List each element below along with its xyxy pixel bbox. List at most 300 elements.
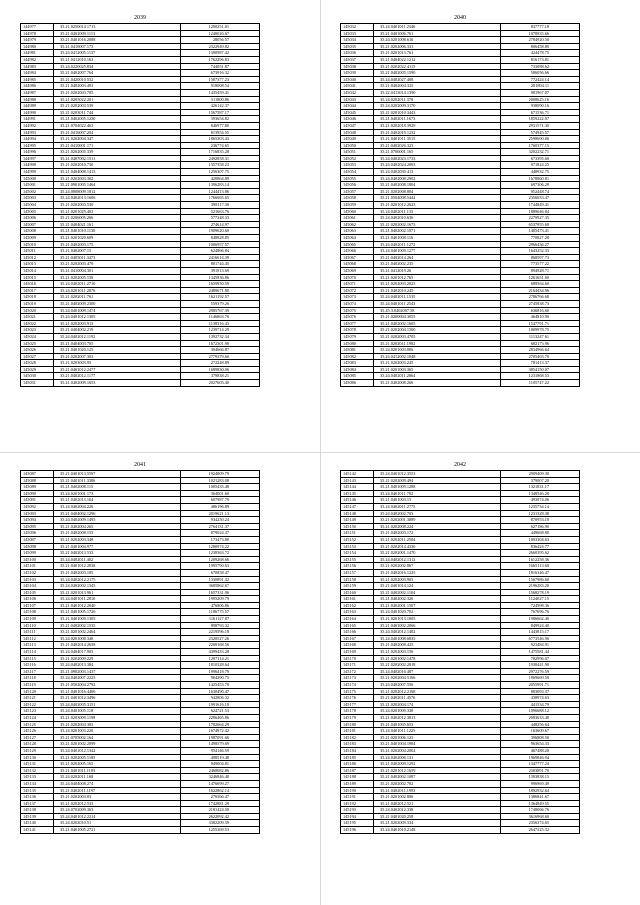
amount-cell: 782996.07 (501, 655, 580, 662)
amount-cell: 1996418.79 (181, 668, 260, 675)
row-id-cell: 145028 (21, 360, 54, 367)
row-id-cell: 145100 (21, 556, 54, 563)
row-id-cell: 145149 (341, 517, 374, 524)
row-id-cell: 145135 (21, 787, 54, 794)
amount-cell: 898793.32 (181, 622, 260, 629)
amount-cell: 2598690.06 (501, 136, 580, 143)
row-id-cell: 145154 (341, 550, 374, 557)
amount-cell: 963654.33 (501, 741, 580, 748)
table-row (341, 353, 580, 360)
amount-cell: 1859222.07 (501, 116, 580, 123)
amount-cell: 1969669.50 (501, 675, 580, 682)
account-code-cell: 35.21.0401013.5597 (54, 471, 181, 478)
row-id-cell: 145098 (21, 543, 54, 550)
account-code-cell: 35.24.0402011.1535 (374, 294, 501, 301)
table-row (21, 813, 260, 820)
row-id-cell: 145167 (341, 635, 374, 642)
account-code-cell: 35.21.0405011.3473 (54, 254, 181, 261)
account-code-cell: 35.21.0402002.1605 (374, 320, 501, 327)
amount-cell: 448256.64 (501, 721, 580, 728)
table-row (341, 43, 580, 50)
row-id-cell: 144994 (21, 136, 54, 143)
amount-cell: 574945.57 (501, 129, 580, 136)
account-code-cell: 35.21.0412010.163 (54, 56, 181, 63)
row-id-cell: 145118 (21, 675, 54, 682)
account-code-cell: 35.24.0402027.408 (374, 76, 501, 83)
amount-cell: 2208168.56 (181, 642, 260, 649)
table-row (21, 37, 260, 44)
table-row (341, 162, 580, 169)
amount-cell: 673395.60 (501, 155, 580, 162)
table-row (21, 182, 260, 189)
amount-cell: 3246846.40 (181, 774, 260, 781)
table-row (21, 96, 260, 103)
row-id-cell: 145010 (21, 241, 54, 248)
amount-cell: 163609.67 (501, 728, 580, 735)
row-id-cell: 145112 (21, 635, 54, 642)
account-code-cell: 35.21.0402003.175 (54, 241, 181, 248)
row-id-cell: 144982 (21, 56, 54, 63)
table-row (21, 517, 260, 524)
account-code-cell: 35.21.0404002.219 (54, 327, 181, 334)
table-row (21, 320, 260, 327)
table-row (21, 155, 260, 162)
table-row (21, 300, 260, 307)
amount-cell: 1995790.63 (181, 563, 260, 570)
table-row (21, 353, 260, 360)
row-id-cell: 144990 (21, 109, 54, 116)
amount-cell: 6773546.90 (501, 635, 580, 642)
amount-cell: 486196.89 (181, 503, 260, 510)
account-code-cell: 35.21.0202009.229 (54, 655, 181, 662)
account-code-cell: 35.21.0402008.266 (374, 380, 501, 387)
document-page (340, 461, 580, 834)
table-row (21, 142, 260, 149)
row-id-cell: 145080 (341, 340, 374, 347)
amount-cell: 624866.84 (181, 248, 260, 255)
row-id-cell: 145037 (341, 56, 374, 63)
table-row (341, 642, 580, 649)
table-row (341, 767, 580, 774)
amount-cell: 1612258.36 (501, 556, 580, 563)
account-code-cell: 35.21.0401002.2066 (374, 622, 501, 629)
row-id-cell: 145126 (21, 728, 54, 735)
row-id-cell: 145061 (341, 215, 374, 222)
account-code-cell: 35.24.0202009.3170 (374, 103, 501, 110)
table-row (21, 471, 260, 478)
table-row (341, 484, 580, 491)
account-code-cell: 35.21.0202003.479 (54, 261, 181, 268)
amount-cell: 894928.71 (501, 267, 580, 274)
row-id-cell: 144989 (21, 103, 54, 110)
table-row (341, 347, 580, 354)
amount-cell: 2303891.70 (501, 767, 580, 774)
row-id-cell: 145111 (21, 629, 54, 636)
table-row (341, 635, 580, 642)
row-id-cell: 145038 (341, 63, 374, 70)
account-code-cell: 35.21.0202002.867 (374, 563, 501, 570)
page-divider-horizontal (0, 452, 640, 453)
amount-cell: 938090.16 (501, 103, 580, 110)
row-id-cell: 145147 (341, 503, 374, 510)
amount-cell: 607987.79 (181, 497, 260, 504)
amount-cell: 559379.26 (181, 300, 260, 307)
row-id-cell: 145140 (21, 820, 54, 827)
page-title: 2041 (134, 462, 146, 468)
account-code-cell: 35.21.0202002.2818 (374, 662, 501, 669)
row-id-cell: 145085 (341, 373, 374, 380)
account-code-cell: 35.21.0201013.761 (374, 50, 501, 57)
amount-cell: 1348546.20 (501, 490, 580, 497)
amount-cell: 1138316.43 (181, 320, 260, 327)
table-row (21, 228, 260, 235)
table-row (341, 274, 580, 281)
row-id-cell: 145162 (341, 602, 374, 609)
account-code-cell: 35.21.0402008.425 (374, 642, 501, 649)
account-code-cell: 35.21.0504008.5442 (374, 195, 501, 202)
account-code-cell: 35.21.0202018.3929 (374, 122, 501, 129)
row-id-cell: 145017 (21, 287, 54, 294)
row-id-cell: 145030 (21, 373, 54, 380)
amount-cell: 806458.80 (501, 43, 580, 50)
account-code-cell: 35.24.0201008.348 (54, 635, 181, 642)
row-id-cell: 145194 (341, 813, 374, 820)
row-id-cell: 145088 (21, 477, 54, 484)
account-code-cell: 35.21.0202009.334 (374, 820, 501, 827)
amount-cell: 379838.21 (181, 373, 260, 380)
table-row (341, 820, 580, 827)
row-id-cell: 145179 (341, 714, 374, 721)
table-row (341, 807, 580, 814)
table-row (341, 682, 580, 689)
row-id-cell: 145055 (341, 175, 374, 182)
account-code-cell: 35.21.0901005.1464 (54, 182, 181, 189)
row-id-cell: 145148 (341, 510, 374, 517)
amount-cell: 2779379.60 (181, 353, 260, 360)
table-row (341, 254, 580, 261)
account-code-cell: 35.21.0402012.521 (374, 800, 501, 807)
amount-cell: 1622862.14 (181, 787, 260, 794)
amount-cell: 1113247.61 (501, 333, 580, 340)
row-id-cell: 145101 (21, 563, 54, 570)
table-row (341, 714, 580, 721)
account-code-cell: 35.21.0401012.2838 (54, 563, 181, 570)
row-id-cell: 145155 (341, 556, 374, 563)
row-id-cell: 145116 (21, 662, 54, 669)
amount-cell: 1003304.63 (501, 536, 580, 543)
table-row (341, 373, 580, 380)
table-row (341, 129, 580, 136)
amount-cell: 724998.36 (501, 602, 580, 609)
account-code-cell: 35.24.0201003.220 (54, 728, 181, 735)
account-code-cell: 35.21.0201012.765 (374, 274, 501, 281)
amount-cell: 954146.59 (181, 747, 260, 754)
account-code-cell: 35.21.0402011.1993 (374, 787, 501, 794)
table-row (341, 195, 580, 202)
row-id-cell: 144983 (21, 63, 54, 70)
row-id-cell: 144993 (21, 129, 54, 136)
row-id-cell: 145105 (21, 589, 54, 596)
table-row (341, 122, 580, 129)
table-row (21, 347, 260, 354)
table-row (21, 655, 260, 662)
amount-cell: 398117.30 (181, 202, 260, 209)
row-id-cell: 145145 (341, 490, 374, 497)
amount-cell: 1643252.33 (501, 248, 580, 255)
row-id-cell: 145071 (341, 281, 374, 288)
account-code-cell: 35.24.0402011.2775 (374, 503, 501, 510)
row-id-cell: 145128 (21, 741, 54, 748)
page-title: 2039 (134, 15, 146, 21)
page-title: 2042 (454, 462, 466, 468)
table-row (21, 649, 260, 656)
row-id-cell: 145151 (341, 530, 374, 537)
account-code-cell: 35.24.0402012.2175 (54, 576, 181, 583)
table-row (21, 366, 260, 373)
account-code-cell: 35.21.0201013.961 (54, 589, 181, 596)
table-row (341, 576, 580, 583)
account-code-cell: 35.21.0202001.3889 (374, 517, 501, 524)
amount-cell: 1364849.55 (501, 800, 580, 807)
row-id-cell: 145191 (341, 794, 374, 801)
account-code-cell: 35.21.0401011.1183 (54, 767, 181, 774)
amount-cell: 624721.53 (181, 708, 260, 715)
amount-cell: 4399433.28 (181, 649, 260, 656)
row-id-cell: 145181 (341, 728, 374, 735)
account-code-cell: 35.21.0202004.2002 (374, 747, 501, 754)
row-id-cell: 145025 (21, 340, 54, 347)
amount-cell: 2322949.82 (181, 43, 260, 50)
table-row (21, 274, 260, 281)
amount-cell: 1766665.65 (181, 195, 260, 202)
account-code-cell: 35.21.0402003.185 (54, 569, 181, 576)
row-id-cell: 145075 (341, 307, 374, 314)
data-table (20, 470, 260, 834)
account-code-cell: 35.21.0402012.3813 (374, 714, 501, 721)
account-code-cell: 35.24.0402024.2003 (374, 162, 501, 169)
row-id-cell: 145142 (341, 471, 374, 478)
table-row (341, 747, 580, 754)
account-code-cell: 35.45.3.0402007.58 (374, 307, 501, 314)
account-code-cell: 35.21.0402008.115 (54, 484, 181, 491)
table-row (21, 333, 260, 340)
table-row (341, 37, 580, 44)
row-id-cell: 145041 (341, 83, 374, 90)
account-code-cell: 35.24.0201003.806 (374, 347, 501, 354)
row-id-cell: 145139 (21, 813, 54, 820)
account-code-cell: 35.24.0402013.1606 (54, 195, 181, 202)
amount-cell: 424478.75 (501, 50, 580, 57)
account-code-cell: 35.21.0402002.1104 (374, 589, 501, 596)
account-code-cell: 35.21.0402009.1292 (374, 761, 501, 768)
table-row (21, 83, 260, 90)
account-code-cell: 35.21.0402008.153 (54, 530, 181, 537)
amount-cell: 1200251.01 (181, 24, 260, 31)
table-row (341, 340, 580, 347)
account-code-cell: 35.24.0201009.338 (374, 708, 501, 715)
table-row (21, 162, 260, 169)
table-row (341, 754, 580, 761)
amount-cell: 918008.54 (181, 83, 260, 90)
table-row (21, 30, 260, 37)
table-row (21, 497, 260, 504)
amount-cell: 420864.89 (181, 175, 260, 182)
document-page (340, 14, 580, 387)
account-code-cell: 35.21.0202022.4115 (374, 63, 501, 70)
row-id-cell: 144999 (21, 169, 54, 176)
account-code-cell: 35.24.0402006.131 (374, 754, 501, 761)
row-id-cell: 145183 (341, 741, 374, 748)
account-code-cell: 35.21.0401012.3496 (54, 695, 181, 702)
table-row (21, 609, 260, 616)
table-row (21, 556, 260, 563)
data-table (340, 23, 580, 387)
row-id-cell: 145036 (341, 50, 374, 57)
row-id-cell: 145074 (341, 300, 374, 307)
table-row (341, 188, 580, 195)
table-row (341, 596, 580, 603)
table-row (21, 787, 260, 794)
row-id-cell: 145079 (341, 333, 374, 340)
account-code-cell: 35.21.0401005.2721 (54, 827, 181, 834)
account-code-cell: 35.21.0402009.2300 (54, 300, 181, 307)
amount-cell: 464810.90 (501, 314, 580, 321)
row-id-cell: 145133 (21, 774, 54, 781)
amount-cell: 2356374.65 (501, 820, 580, 827)
account-code-cell: 35.21.0704022.463 (54, 122, 181, 129)
table-row (341, 281, 580, 288)
account-code-cell: 35.21.0202003.903 (374, 576, 501, 583)
account-code-cell: 35.21.0202014.4330 (374, 543, 501, 550)
amount-cell: 1924809.79 (181, 471, 260, 478)
row-id-cell: 145131 (21, 761, 54, 768)
table-row (341, 307, 580, 314)
amount-cell: 781413.37 (501, 360, 580, 367)
account-code-cell: 35.24.0402010.636 (374, 215, 501, 222)
account-code-cell: 35.21.0402002.326 (374, 596, 501, 603)
row-id-cell: 145089 (21, 484, 54, 491)
table-row (341, 76, 580, 83)
table-row (21, 24, 260, 31)
row-id-cell: 145134 (21, 780, 54, 787)
account-code-cell: 35.21.0401011.3515 (374, 136, 501, 143)
row-id-cell: 145078 (341, 327, 374, 334)
table-row (341, 248, 580, 255)
table-row (21, 50, 260, 57)
account-code-cell: 35.21.0401016.2088 (54, 37, 181, 44)
amount-cell: 3685862.67 (181, 583, 260, 590)
amount-cell: 1393838.15 (501, 774, 580, 781)
row-id-cell: 145115 (21, 655, 54, 662)
account-code-cell: 35.21.0202005.1185 (54, 754, 181, 761)
account-code-cell: 35.21.0201025.403 (54, 208, 181, 215)
account-code-cell: 35.24.0402030.413 (374, 169, 501, 176)
row-id-cell: 145048 (341, 129, 374, 136)
row-id-cell: 145159 (341, 583, 374, 590)
table-row (341, 490, 580, 497)
account-code-cell: 35.21.0402002.1071 (374, 228, 501, 235)
account-code-cell: 35.24.0201008.616 (374, 37, 501, 44)
account-code-cell: 35.21.0402014.2658 (54, 642, 181, 649)
table-row (341, 208, 580, 215)
amount-cell: 849004.81 (181, 761, 260, 768)
account-code-cell: 35.21.0402016.1225 (374, 569, 501, 576)
amount-cell: 1567986.60 (501, 576, 580, 583)
table-row (21, 254, 260, 261)
amount-cell: 670858.47 (181, 569, 260, 576)
row-id-cell: 145077 (341, 320, 374, 327)
data-table (20, 23, 260, 387)
table-row (21, 523, 260, 530)
row-id-cell: 145173 (341, 675, 374, 682)
amount-cell: 904290.75 (181, 675, 260, 682)
row-id-cell: 145178 (341, 708, 374, 715)
account-code-cell: 35.24.0401020.702 (374, 609, 501, 616)
row-id-cell: 145109 (21, 616, 54, 623)
table-row (341, 556, 580, 563)
amount-cell: 577348.33 (181, 215, 260, 222)
account-code-cell: 35.21.0404002.1296 (54, 510, 181, 517)
account-code-cell: 35.21.0202003.83 (54, 794, 181, 801)
amount-cell: 1678860.81 (501, 175, 580, 182)
amount-cell: 1969846.94 (501, 754, 580, 761)
row-id-cell: 144992 (21, 122, 54, 129)
table-row (21, 622, 260, 629)
row-id-cell: 145011 (21, 248, 54, 255)
account-code-cell: 35.21.0202005.158 (54, 274, 181, 281)
row-id-cell: 145015 (21, 274, 54, 281)
amount-cell: 1674872.42 (181, 728, 260, 735)
row-id-cell: 145052 (341, 155, 374, 162)
row-id-cell: 144995 (21, 142, 54, 149)
account-code-cell: 35.24.0201001.173 (54, 490, 181, 497)
table-row (341, 827, 580, 834)
row-id-cell: 144979 (21, 37, 54, 44)
row-id-cell: 145184 (341, 747, 374, 754)
table-row (341, 155, 580, 162)
account-code-cell: 35.21.0202011.2504 (374, 536, 501, 543)
account-code-cell: 35.21.0202005.339 (54, 149, 181, 156)
row-id-cell: 144977 (21, 24, 54, 31)
account-code-cell: 35.24.0808009.1812 (54, 188, 181, 195)
row-id-cell: 145062 (341, 221, 374, 228)
amount-cell: 1244413.86 (181, 188, 260, 195)
table-row (341, 103, 580, 110)
table-row (21, 695, 260, 702)
row-id-cell: 145172 (341, 668, 374, 675)
account-code-cell: 35.21.0202003.530 (54, 202, 181, 209)
table-row (21, 175, 260, 182)
account-code-cell: 35.21.0202003.705 (54, 89, 181, 96)
table-row (21, 294, 260, 301)
amount-cell: 1256307.75 (181, 169, 260, 176)
account-code-cell: 35.21.0402013.164 (54, 497, 181, 504)
amount-cell: 1744849.41 (501, 202, 580, 209)
amount-cell: 1621192.57 (181, 294, 260, 301)
account-code-cell: 35.21.0202009.494 (374, 477, 501, 484)
table-row (21, 827, 260, 834)
amount-cell: 846977.80 (181, 122, 260, 129)
account-code-cell: 35.21.0402004.325 (374, 83, 501, 90)
account-code-cell: 35.22.0413014.1390 (374, 89, 501, 96)
row-id-cell: 145122 (21, 701, 54, 708)
amount-cell: 1816346.47 (501, 569, 580, 576)
row-id-cell: 145114 (21, 649, 54, 656)
account-code-cell: 35.24.0401012.3553 (374, 471, 501, 478)
table-row (21, 550, 260, 557)
amount-cell: 3382209.39 (181, 820, 260, 827)
amount-cell: 1587377.23 (181, 76, 260, 83)
